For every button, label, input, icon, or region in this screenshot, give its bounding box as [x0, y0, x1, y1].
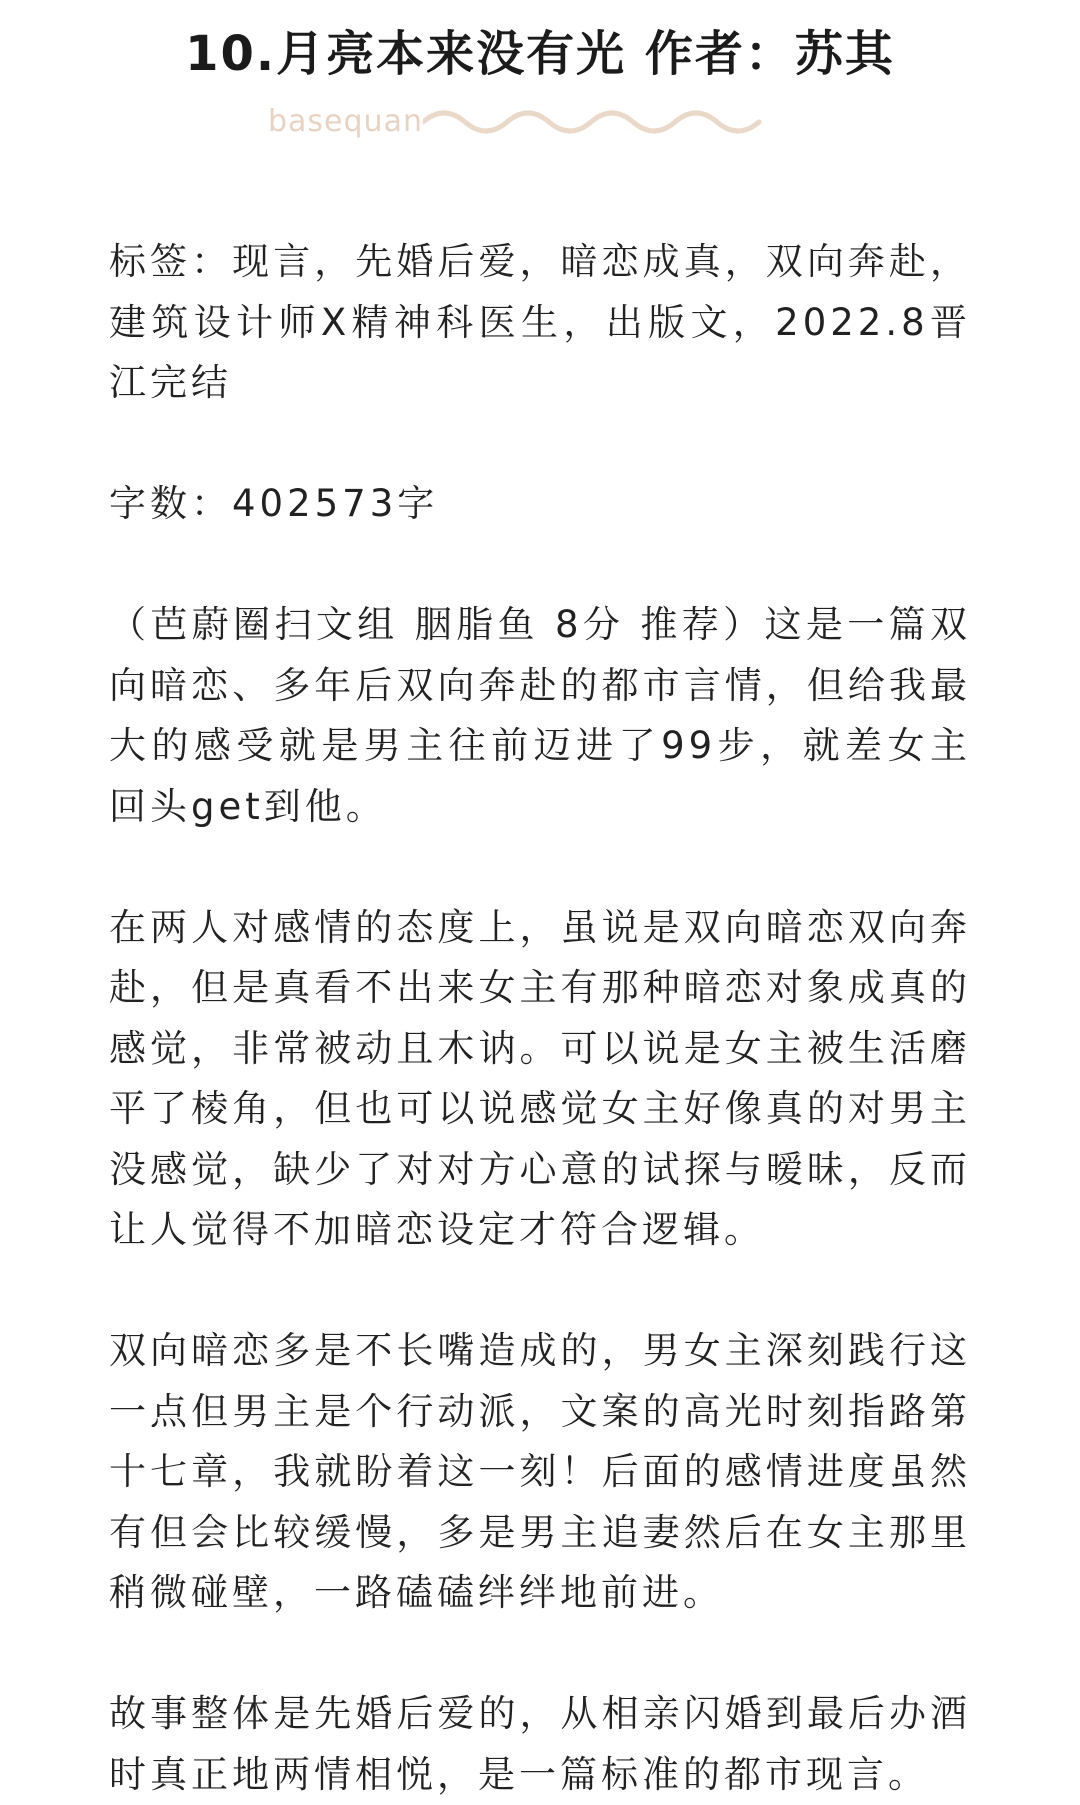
- paragraph-recommendation: （芭蔚圈扫文组 胭脂鱼 8分 推荐）这是一篇双向暗恋、多年后双向奔赴的都市言情，但给我最大的感受就是男主往前迈进了99步，就差女主回头get到他。: [109, 603, 971, 828]
- paragraph-summary: 故事整体是先婚后爱的，从相亲闪婚到最后办酒时真正地两情相悦，是一篇标准的都市现言。: [109, 1692, 971, 1796]
- watermark: [268, 100, 808, 144]
- wave-decoration-icon: [423, 102, 763, 142]
- paragraph-word-count: 字数：402573字: [109, 482, 439, 525]
- paragraph-attitude: 在两人对感情的态度上，虽说是双向暗恋双向奔赴，但是真看不出来女主有那种暗恋对象成真的感觉，非常被动且木讷。可以说是女主被生活磨平了棱角，但也可以说感觉女主好像真的对男主没感觉，缺少了对对方心意的试探与暧昧，反而让人觉得不加暗恋设定才符合逻辑。: [109, 905, 971, 1251]
- paragraph-tags: 标签：现言，先婚后爱，暗恋成真，双向奔赴，建筑设计师X精神科医生，出版文，2022.8晋江完结: [109, 240, 971, 404]
- watermark-text: basequan: [268, 104, 423, 139]
- paragraph-mutual-crush: 双向暗恋多是不长嘴造成的，男女主深刻践行这一点但男主是个行动派，文案的高光时刻指路第十七章，我就盼着这一刻！后面的感情进度虽然有但会比较缓慢，多是男主追妻然后在女主那里稍微碰壁，一路磕磕绊绊地前进。: [109, 1329, 971, 1614]
- article-title: 10.月亮本来没有光 作者：苏其: [185, 26, 895, 82]
- article-body: [109, 232, 971, 1805]
